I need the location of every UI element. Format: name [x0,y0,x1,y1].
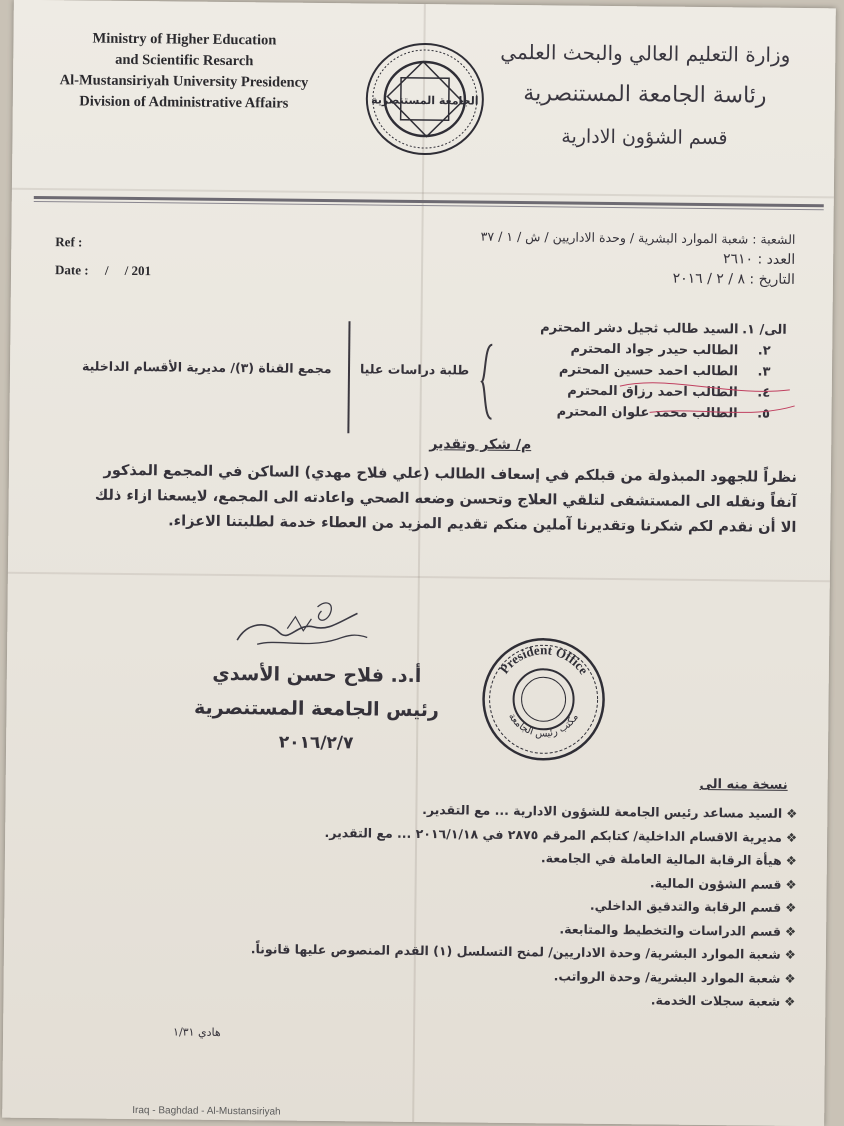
recipient-number: ٢. [757,343,771,359]
svg-text:مكتب رئيس الجامعة [506,711,581,740]
document-meta [375,226,796,290]
division-line: Division of Administrative Affairs [79,93,289,112]
recipient-name: الطالب احمد حسين المحترم [558,362,739,380]
recipient-number: ٤. [757,385,771,401]
recipient-number: ١. [742,322,756,338]
recipient-name: الطالب محمد علوان المحترم [556,404,738,422]
copy-item-text: مديرية الاقسام الداخلية/ كتابكم المرقم ٢٨٧٥ في ٢٠١٦/١/١٨ ... مع التقدير. [324,824,783,845]
group-brace [479,343,494,421]
stamp-outer-text: President Office [496,642,592,678]
handwritten-signature [217,592,378,664]
svg-text:President Office [496,642,592,678]
recipient-name: الطالب احمد رزاق المحترم [567,383,738,401]
letterhead-english [49,28,320,115]
meta-date: التاريخ : ٨ / ٢ / ٢٠١٦ [672,270,796,288]
letter-subject: م/ شكر وتقدير [429,436,532,454]
bullet-icon: ❖ [784,923,797,939]
signer-name: أ.د. فلاح حسن الأسدي [212,662,422,688]
bullet-icon: ❖ [785,876,797,892]
typist-initials: هادي ١/٣١ [173,1025,221,1039]
recipients-prefix: الى/ [759,322,787,338]
signer-title: رئيس الجامعة المستنصرية [193,696,439,722]
meta-division: الشعبة : شعبة الموارد البشرية / وحدة الاداريين / ش / ١ / ٣٧ [480,228,796,247]
recipient-number: ٥. [757,406,771,422]
copy-item-text: شعبة سجلات الخدمة. [650,992,781,1009]
meta-number: العدد : ٢٦١٠ [722,251,796,268]
copy-item-text: هيأة الرقابة المالية العاملة في الجامعة. [540,850,782,868]
footer-address: Iraq - Baghdad - Al-Mustansiriyah [132,1105,281,1118]
recipient-name: الطالب حيدر جواد المحترم [570,341,739,359]
copy-item-text: قسم الشؤون المالية. [649,874,782,892]
bullet-icon: ❖ [784,993,796,1009]
letterhead-arabic [494,31,795,160]
copy-item-text: السيد مساعد رئيس الجامعة للشؤون الادارية ... مع التقدير. [422,802,783,821]
president-office-stamp [478,635,609,764]
university-line: Al-Mustansiriyah University Presidency [59,72,309,91]
body-line: آنفاً ونقله الى المستشفى لتلقي العلاج وتحسن وضعه الصحي واعادته الى المجمع، لايسعنا ازاء ذلك [94,487,797,511]
bullet-icon: ❖ [784,946,796,962]
copies-list [195,796,797,1014]
copy-item-text: قسم الدراسات والتخطيط والمتابعة. [559,920,782,939]
letter-body [56,458,797,541]
bullet-icon: ❖ [785,829,798,845]
body-line: نظراً للجهود المبذولة من قبلكم في إسعاف الطالب (علي فلاح مهدي) الساكن في المجمع المذكور [103,462,797,486]
division-line-ar: قسم الشؤون الادارية [561,125,728,150]
copy-item-text: شعبة الموارد البشرية/ وحدة الرواتب. [553,967,781,986]
body-line: الا أن نقدم لكم شكرنا وتقديرنا آملين منكم تقديم المزيد من العطاء خدمة لطلبتنا الاعزاء. [168,513,797,536]
date-label: Date : / / 201 [54,262,152,279]
group-destination: مجمع القناة (٣)/ مديرية الأقسام الداخلية [81,358,332,377]
copies-title: نسخة منه الى [699,776,788,793]
recipient-number: ٣. [757,364,771,380]
seal-text: الجامعة المستنصرية [371,93,479,108]
copy-item [195,984,795,1014]
ministry-line: Ministry of Higher Education [92,30,277,49]
research-line: and Scientific Resarch [115,51,254,70]
signature-date: ٢٠١٦/٢/٧ [278,732,354,754]
copy-item-text: قسم الرقابة والتدقيق الداخلي. [589,897,782,915]
pen-marks [609,366,800,428]
bullet-icon: ❖ [785,899,797,915]
ref-label: Ref : [55,234,83,250]
signature-block [156,656,477,761]
bullet-icon: ❖ [786,805,798,821]
university-line-ar: رئاسة الجامعة المستنصرية [523,81,767,109]
ministry-line-ar: وزارة التعليم العالي والبحث العلمي [500,39,791,67]
bullet-icon: ❖ [784,970,796,986]
group-label: طلبة دراسات عليا [359,361,470,378]
copy-item-text: شعبة الموارد البشرية/ وحدة الاداريين/ لمنح التسلسل (١) القدم المنصوص عليها قانوناً. [250,941,781,962]
university-seal [362,39,487,158]
recipient-name: السيد طالب ثجيل دشر المحترم [540,320,739,338]
group-divider [347,321,350,433]
bullet-icon: ❖ [785,852,797,868]
stamp-inner-text: مكتب رئيس الجامعة [505,711,581,740]
letter-paper [2,0,836,1126]
